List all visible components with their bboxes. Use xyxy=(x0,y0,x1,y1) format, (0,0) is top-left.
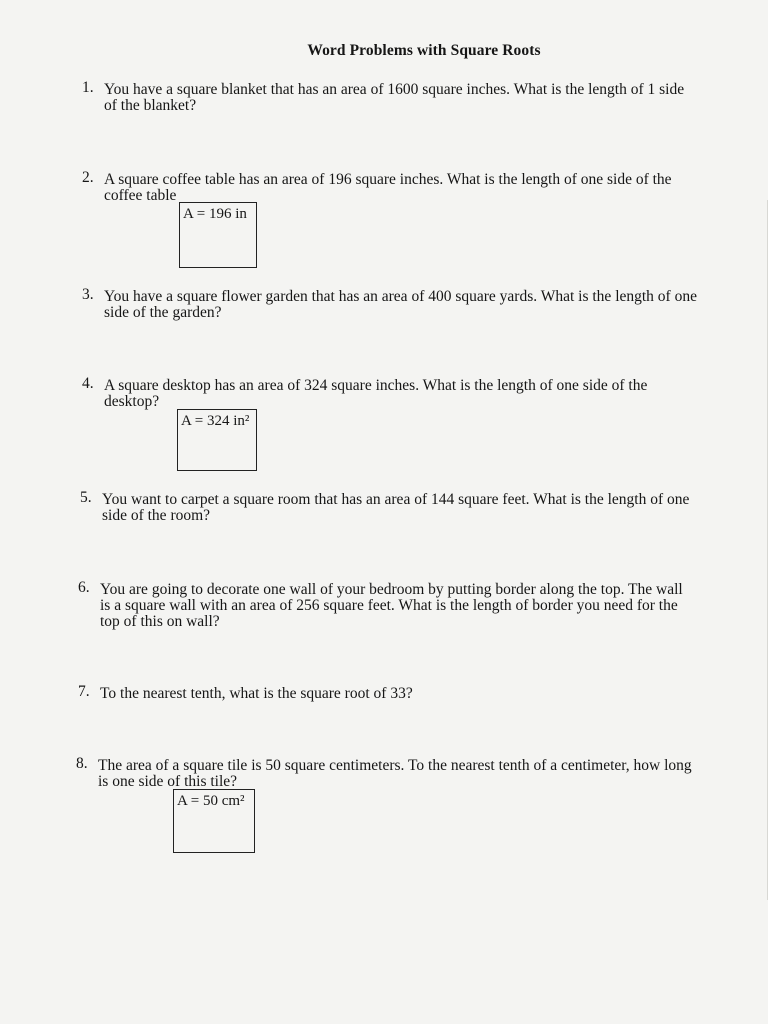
problem-text xyxy=(98,758,692,790)
worksheet-title: Word Problems with Square Roots xyxy=(307,42,541,59)
problem-line: is one side of this tile? xyxy=(98,773,238,790)
area-label: A = 196 in xyxy=(183,206,247,222)
problem-line: side of the room? xyxy=(102,507,211,524)
problem-line: To the nearest tenth, what is the square root of 33? xyxy=(100,685,413,702)
problem-line: You want to carpet a square room that has an area of 144 square feet. What is the length of one xyxy=(102,491,690,508)
problem-text xyxy=(102,492,689,524)
problem-line: top of this on wall? xyxy=(100,613,220,630)
area-label: A = 50 cm² xyxy=(177,793,245,809)
problem-line: coffee table xyxy=(104,187,177,204)
area-diagram-box xyxy=(173,789,255,853)
problem-text xyxy=(100,582,683,630)
problem-line: of the blanket? xyxy=(104,97,197,114)
problem-text xyxy=(104,378,647,410)
problem-text xyxy=(100,686,413,702)
problem-number: 3. xyxy=(82,286,94,303)
problem-number: 6. xyxy=(78,579,90,596)
problem-line: is a square wall with an area of 256 square feet. What is the length of border you need for the xyxy=(100,597,678,614)
area-diagram-box xyxy=(177,409,257,471)
problem-line: You have a square flower garden that has an area of 400 square yards. What is the length of one xyxy=(104,288,697,305)
problem-line: A square coffee table has an area of 196 square inches. What is the length of one side of the xyxy=(104,171,672,188)
problem-text xyxy=(104,82,684,114)
problem-number: 1. xyxy=(82,79,94,96)
problem-number: 4. xyxy=(82,375,94,392)
area-label: A = 324 in² xyxy=(181,413,250,429)
problem-text xyxy=(104,172,672,204)
problem-line: desktop? xyxy=(104,393,160,410)
problem-number: 8. xyxy=(76,755,88,772)
problem-line: You have a square blanket that has an area of 1600 square inches. What is the length of 1 side xyxy=(104,81,685,98)
problem-line: The area of a square tile is 50 square centimeters. To the nearest tenth of a centimeter, how long xyxy=(98,757,692,774)
problem-text xyxy=(104,289,697,321)
problem-line: You are going to decorate one wall of your bedroom by putting border along the top. The wall xyxy=(100,581,683,598)
problem-line: side of the garden? xyxy=(104,304,222,321)
problem-number: 7. xyxy=(78,683,90,700)
area-diagram-box xyxy=(179,202,257,268)
problem-line: A square desktop has an area of 324 square inches. What is the length of one side of the xyxy=(104,377,648,394)
problem-number: 2. xyxy=(82,169,94,186)
problem-number: 5. xyxy=(80,489,92,506)
